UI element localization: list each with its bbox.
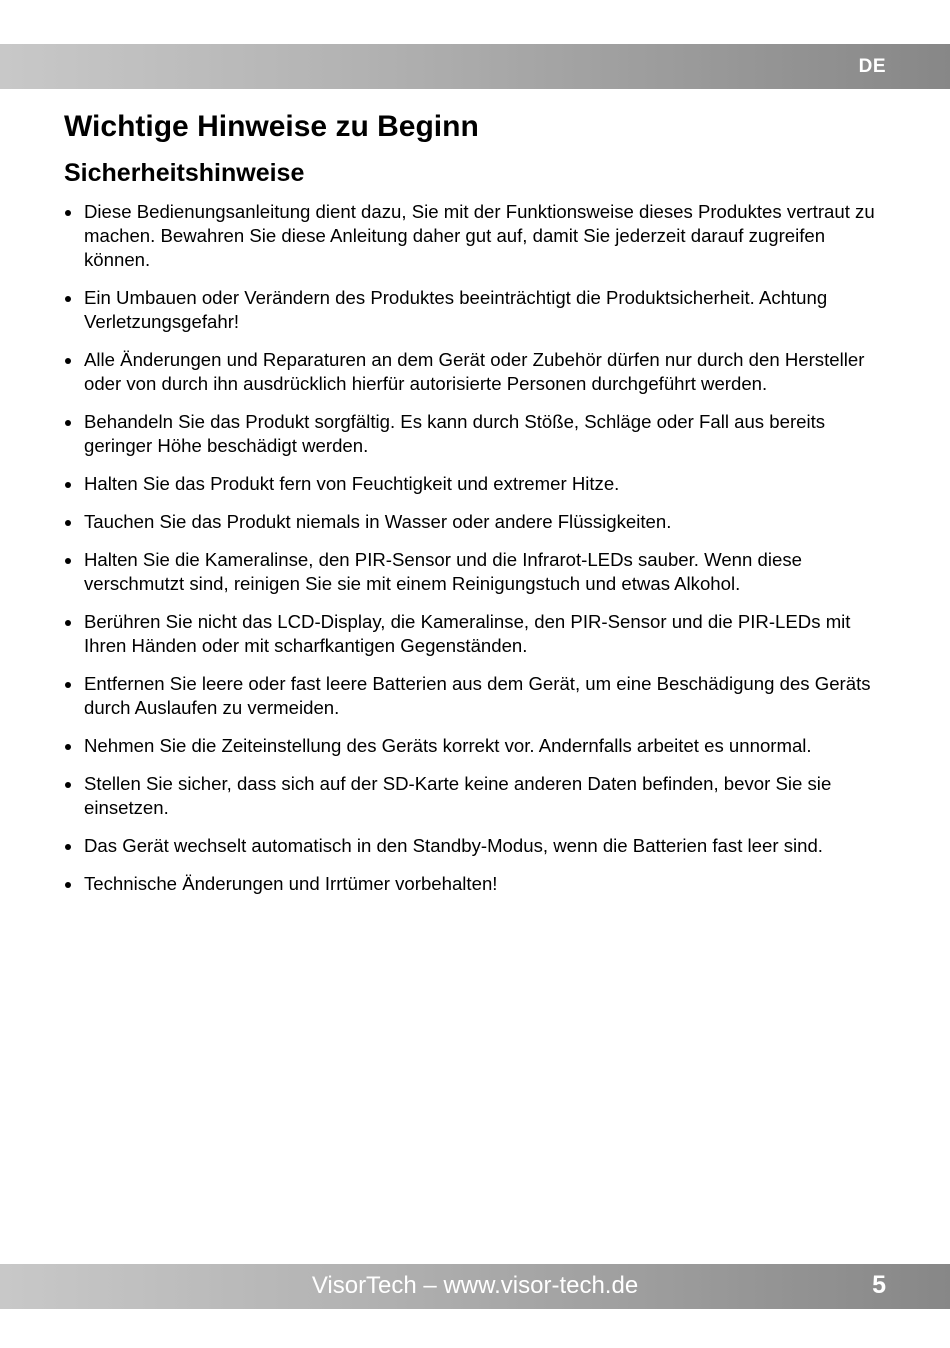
list-item (64, 548, 894, 596)
list-item (64, 348, 894, 396)
bullet-icon (65, 782, 71, 788)
list-item (64, 772, 894, 820)
bullet-icon (65, 844, 71, 850)
bullet-icon (65, 358, 71, 364)
section-title: Sicherheitshinweise (64, 159, 305, 187)
list-item-text: Tauchen Sie das Produkt niemals in Wasser oder andere Flüssigkeiten. (84, 511, 672, 532)
page-number: 5 (872, 1271, 886, 1299)
bullet-icon (65, 482, 71, 488)
list-item (64, 610, 894, 658)
bullet-icon (65, 558, 71, 564)
footer-bar (0, 1264, 950, 1309)
list-item-text: Diese Bedienungsanleitung dient dazu, Sie mit der Funktionsweise dieses Produktes vertraut zu machen. Bewahren Sie diese Anleitung daher gut auf, damit Sie jederzeit darauf zugreifen können. (84, 201, 875, 270)
footer-website-text: VisorTech – www.visor-tech.de (311, 1272, 639, 1299)
list-item (64, 472, 894, 496)
safety-notes-list (64, 200, 894, 910)
list-item-text: Alle Änderungen und Reparaturen an dem Gerät oder Zubehör dürfen nur durch den Hersteller oder von durch ihn ausdrücklich hierfür autorisierte Personen durchgeführt werden. (84, 349, 865, 394)
list-item-text: Halten Sie die Kameralinse, den PIR-Sensor und die Infrarot-LEDs sauber. Wenn diese verschmutzt sind, reinigen Sie sie mit einem Reinigungstuch und etwas Alkohol. (84, 549, 802, 594)
list-item-text: Das Gerät wechselt automatisch in den Standby-Modus, wenn die Batterien fast leer sind. (84, 835, 823, 856)
bullet-icon (65, 520, 71, 526)
list-item-text: Behandeln Sie das Produkt sorgfältig. Es kann durch Stöße, Schläge oder Fall aus bereits geringer Höhe beschädigt werden. (84, 411, 826, 456)
bullet-icon (65, 420, 71, 426)
list-item (64, 286, 894, 334)
bullet-icon (65, 882, 71, 888)
list-item (64, 734, 894, 758)
list-item-text: Nehmen Sie die Zeiteinstellung des Geräts korrekt vor. Andernfalls arbeitet es unnormal. (84, 735, 812, 756)
header-bar (0, 44, 950, 89)
list-item (64, 872, 894, 896)
bullet-icon (65, 296, 71, 302)
list-item (64, 410, 894, 458)
list-item-text: Ein Umbauen oder Verändern des Produktes beeinträchtigt die Produktsicherheit. Achtung Verletzungsgefahr! (84, 287, 828, 332)
list-item (64, 200, 894, 272)
list-item-text: Technische Änderungen und Irrtümer vorbehalten! (84, 873, 498, 894)
bullet-icon (65, 620, 71, 626)
bullet-icon (65, 210, 71, 216)
bullet-icon (65, 744, 71, 750)
list-item-text: Stellen Sie sicher, dass sich auf der SD-Karte keine anderen Daten befinden, bevor Sie sie einsetzen. (84, 773, 832, 818)
page-title: Wichtige Hinweise zu Beginn (64, 110, 479, 143)
list-item-text: Halten Sie das Produkt fern von Feuchtigkeit und extremer Hitze. (84, 473, 620, 494)
list-item (64, 672, 894, 720)
list-item (64, 834, 894, 858)
list-item (64, 510, 894, 534)
list-item-text: Berühren Sie nicht das LCD-Display, die Kameralinse, den PIR-Sensor und die PIR-LEDs mit Ihren Händen oder mit scharfkantigen Gegenständen. (84, 611, 851, 656)
list-item-text: Entfernen Sie leere oder fast leere Batterien aus dem Gerät, um eine Beschädigung des Geräts durch Auslaufen zu vermeiden. (84, 673, 871, 718)
language-label: DE (858, 56, 886, 77)
bullet-icon (65, 682, 71, 688)
